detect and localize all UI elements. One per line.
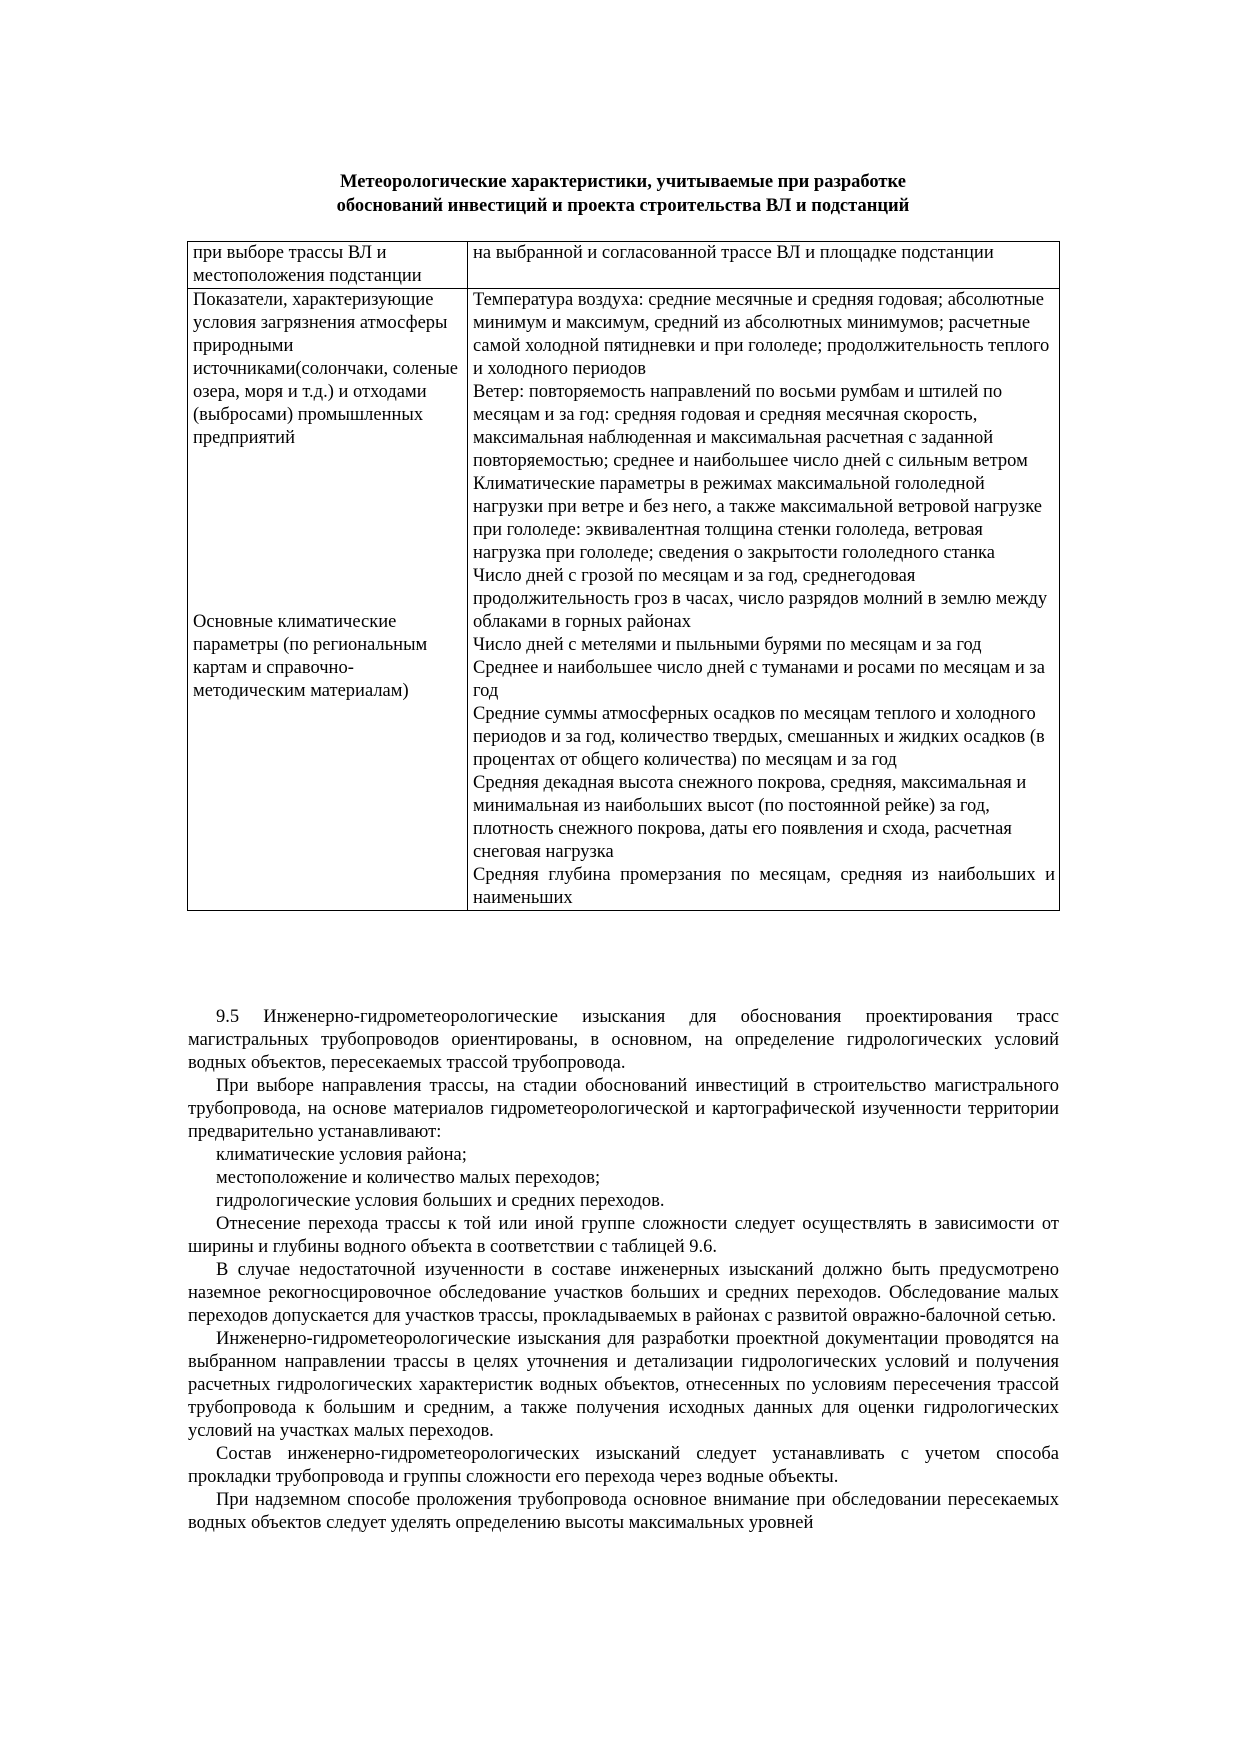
icing-load-text: Климатические параметры в режимах максимальной гололедной нагрузки при ветре и без него, а также максимальной ветровой нагрузке при гололеде: эквивалентная толщина стенки гололеда, ветровая нагрузка при гололеде; сведения о закрытости гололедного станка (473, 474, 1042, 563)
paragraph-survey-composition: Состав инженерно-гидрометеорологических изысканий следует устанавливать с учетом способа прокладки трубопровода и группы сложности его перехода через водные объекты. (188, 1444, 1059, 1487)
paragraph-reconnaissance: В случае недостаточной изученности в составе инженерных изысканий должно быть предусмотрено наземное рекогносцировочное обследование участков больших и средних переходов. Обследование малых переходов допускается для участков трассы, прокладываемых в районах с развитой овражно-балочной сетью. (188, 1260, 1059, 1326)
paragraph-9-5: 9.5 Инженерно-гидрометеорологические изыскания для обоснования проектирования трасс магистральных трубопроводов ориентированы, в основном, на определение гидрологических условий водных объектов, пересекаемых трассой трубопровода. (188, 1007, 1059, 1073)
left-column-cell (188, 289, 468, 911)
right-column-cell (468, 289, 1060, 911)
list-item-small-crossings: местоположение и количество малых переходов; (216, 1168, 601, 1188)
table-title-line-1: Метеорологические характеристики, учитываемые при разработке (340, 172, 906, 192)
blizzard-text: Число дней с метелями и пыльными бурями по месяцам и за год (473, 635, 982, 655)
list-item-hydrology: гидрологические условия больших и средних переходов. (216, 1191, 665, 1211)
paragraph-complexity-group: Отнесение перехода трассы к той или иной группе сложности следует осуществлять в зависимости от ширины и глубины водного объекта в соответствии с таблицей 9.6. (188, 1214, 1059, 1257)
table-title-line-2: обоснований инвестиций и проекта строительства ВЛ и подстанций (336, 196, 910, 216)
thunderstorm-text: Число дней с грозой по месяцам и за год, среднегодовая продолжительность гроз в часах, число разрядов молний в землю между облаками в горных районах (473, 566, 1048, 632)
table-row (188, 289, 1060, 911)
table-header-row (188, 242, 1060, 289)
list-item-climate: климатические условия района; (216, 1145, 467, 1165)
snow-cover-text: Средняя декадная высота снежного покрова, средняя, максимальная и минимальная из наибольших высот (по постоянной рейке) за год, плотность снежного покрова, даты его появления и схода, расчетная снеговая нагрузка (473, 773, 1027, 862)
paragraph-design-surveys: Инженерно-гидрометеорологические изыскания для разработки проектной документации проводятся на выбранном направлении трассы в целях уточнения и детализации гидрологических условий и получения расчетных гидрологических характеристик водных объектов, отнесенных по условиям пересечения трассой трубопровода к большим и средним, а также получения исходных данных для оценки гидрологических условий на участках малых переходов. (188, 1329, 1059, 1441)
paragraph-aboveground-laying: При надземном способе проложения трубопровода основное внимание при обследовании пересекаемых водных объектов следует уделять определению высоты максимальных уровней (188, 1490, 1059, 1533)
header-cell-selected-route: на выбранной и согласованной трассе ВЛ и площадке подстанции (468, 242, 1060, 289)
climatic-parameters-text: Основные климатические параметры (по региональным картам и справочно-методическим материалам) (193, 612, 428, 701)
air-temperature-text: Температура воздуха: средние месячные и средняя годовая; абсолютные минимум и максимум, средний из абсолютных минимумов; расчетные самой холодной пятидневки и при гололеде; продолжительность теплого и холодного периодов (473, 290, 1050, 379)
freezing-depth-text: Средняя глубина промерзания по месяцам, средняя из наибольших и наименьших (473, 865, 1055, 908)
meteorological-characteristics-table (187, 241, 1060, 911)
fog-dew-text: Среднее и наибольшее число дней с туманами и росами по месяцам и за год (473, 658, 1045, 701)
table-title (188, 170, 1058, 218)
section-9-5-text (188, 1006, 1059, 1535)
paragraph-route-selection: При выборе направления трассы, на стадии обоснований инвестиций в строительство магистрального трубопровода, на основе материалов гидрометеорологической и картографической изученности территории предварительно устанавливают: (188, 1076, 1059, 1142)
pollution-indicators-text: Показатели, характеризующие условия загрязнения атмосферы природными источниками(солончаки, соленые озера, моря и т.д.) и отходами (выбросами) промышленных предприятий (193, 290, 458, 448)
header-cell-route-selection: при выборе трассы ВЛ и местоположения подстанции (188, 242, 468, 289)
wind-text: Ветер: повторяемость направлений по восьми румбам и штилей по месяцам и за год: средняя годовая и средняя месячная скорость, максимальная наблюденная и максимальная расчетная с заданной повторяемостью; среднее и наибольшее число дней с сильным ветром (473, 382, 1028, 471)
precipitation-text: Средние суммы атмосферных осадков по месяцам теплого и холодного периодов и за год, количество твердых, смешанных и жидких осадков (в процентах от общего количества) по месяцам и за год (473, 704, 1045, 770)
